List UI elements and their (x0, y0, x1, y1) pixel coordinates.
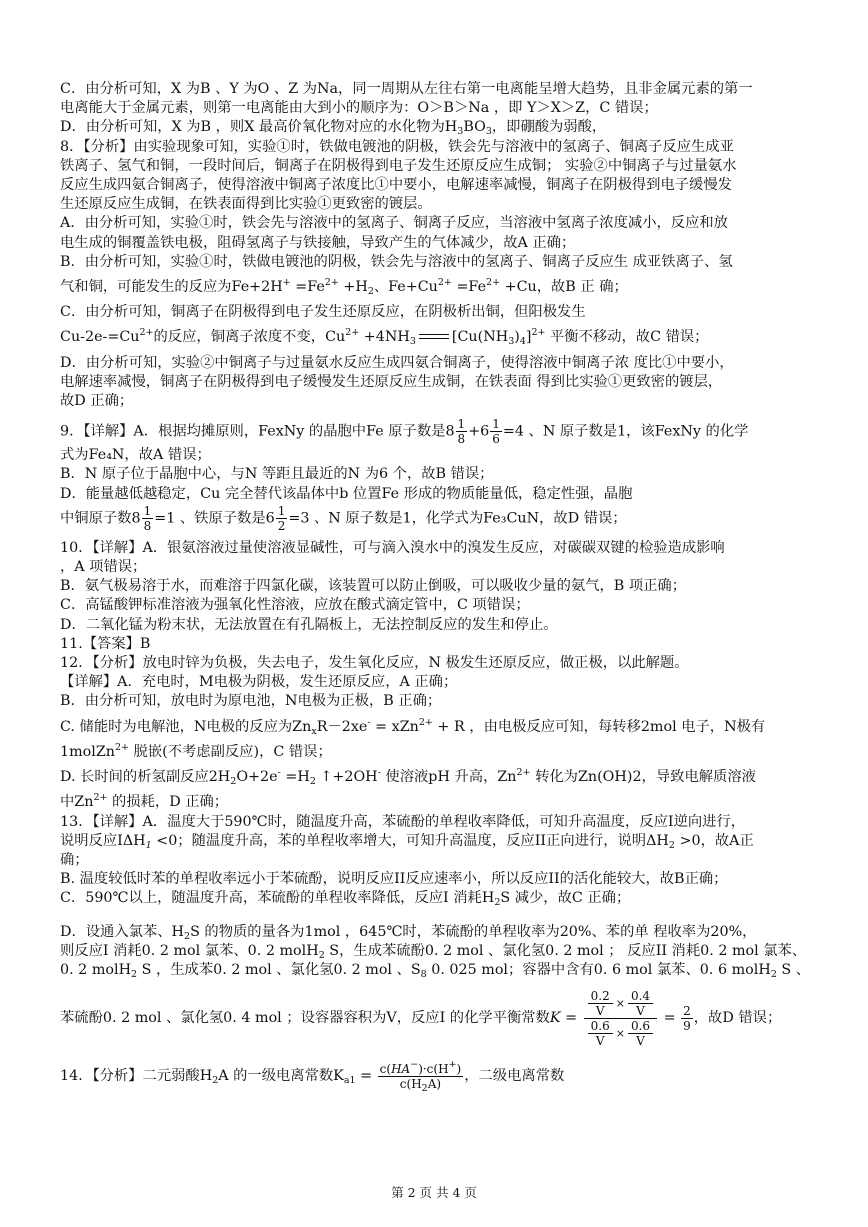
text-line: D．设通入氯苯、$H_2S$ 的物质的量各为1mol ，645℃时，苯硫酚的单程收率为20%、苯的单 程收率为20%， (60, 923, 757, 942)
text-line: B．氨气极易溶于水，而难溶于四氯化碳，该装置可以防止倒吸，可以吸收少量的氨气，B 项正确； (60, 578, 687, 595)
equation-line: 苯硫酚0. 2 mol 、氯化氢0. 4 mol ；设容器容积为V，反应I 的化学平衡常数K = $\frac{0.2}{V}$ × $\frac{0.4}{V}$ $\frac{0.6}{V}$ × $\frac{0.6}{V}$ = $\frac{2}{9}$ ，故D 错误； (60, 988, 782, 1048)
text-line: B．由分析可知，放电时为原电池，N电极为正极，B 正确； (60, 693, 442, 710)
text-line: D．由分析可知，实验②中铜离子与过量氨水反应生成四氨合铜离子，使得溶液中铜离子浓 度比①中要小， (60, 354, 734, 371)
ionization-constant-fraction: $\frac{c(HA^-)\cdot c(H^+)}{c(H_2A)}$ (379, 1058, 462, 1094)
text-line: 故D 正确； (60, 393, 134, 410)
equation-line: D. 长时间的析氢副反应$2H_2O+2e^- =H_2$ ↑+2OH- 使溶液pH 升高，$Zn^{2+}$ 转化为Zn(OH)2，导致电解质溶液 (60, 767, 756, 788)
equilibrium-arrow-icon (419, 333, 449, 341)
text-line: D．能量越低越稳定，Cu 完全替代该晶体中b 位置Fe 形成的物质能量低，稳定性强，晶胞 (60, 485, 633, 502)
fraction: $\frac{1}{8}$ (143, 503, 152, 533)
text-line: 确； (60, 851, 89, 868)
text-line: 生还原反应生成铜，在铁表面得到比实验①更致密的镀层。 (60, 196, 432, 213)
page-footer: 第 2 页 共 4 页 (391, 1185, 477, 1200)
equation-line: C. 储能时为电解池，N电极的反应为$Zn_xR-2xe^- = xZn^{2+} + R$ ，由电极反应可知，每转移2mol 电子，N极有 (60, 716, 766, 737)
text-line: A．由分析可知，实验①时，铁会先与溶液中的氢离子、铜离子反应，当溶液中氢离子浓度减小，反应和放 (60, 215, 728, 232)
text-line: C．590℃以上，随温度升高，苯硫酚的单程收率降低，反应I 消耗$H_2S$ 减少，故C 正确； (60, 890, 631, 909)
text-line: C．由分析可知，X 为B 、Y 为O 、Z 为Na，同一周期从左往右第一电离能呈增大趋势，且非金属元素的第一 (60, 81, 753, 97)
text-line: 1molZn$^{2+}$ 脱嵌(不考虑副反应)，C 错误； (60, 741, 332, 760)
fraction: $\frac{1}{8}$ (457, 417, 466, 447)
text-line: C．由分析可知，铜离子在阴极得到电子发生还原反应，在阴极析出铜，但阳极发生 (60, 304, 586, 321)
equation-line: 气和铜，可能发生的反应为$Fe+2H^+ =Fe^{2+} +H_2$、$Fe+Cu^{2+} =Fe^{2+} +Cu$，故B 正 确； (60, 277, 628, 298)
document-body (60, 80, 812, 1096)
text-line: 铁离子、氢气和铜，一段时间后，铜离子在阴极得到电子发生还原反应生成铜； 实验②中铜离子与过量氨水 (60, 157, 737, 174)
text-line: 则反应I 消耗0. 2 mol 氯苯、0. 2 molH$_2$ S，生成苯硫酚0. 2 mol 、氯化氢0. 2 mol ； 反应II 消耗0. 2 mol 氯苯、 (60, 942, 807, 961)
text-line: 【详解】A．充电时，M电极为阴极，发生还原反应，A 正确； (60, 674, 458, 691)
text-line: 电生成的铜覆盖铁电极，阻碍氢离子与铁接触，导致产生的气体减少，故A 正确； (60, 234, 576, 251)
question-8: 8．【分析】由实验现象可知，实验①时，铁做电镀池的阴极，铁会先与溶液中的氢离子、铜离子反应生成亚 (60, 138, 734, 155)
text-line: ，A 项错误； (60, 559, 147, 576)
text-line: C．高锰酸钾标准溶液为强氧化性溶液，应放在酸式滴定管中，C 项错误； (60, 597, 530, 614)
text-line: 电离能大于金属元素，则第一电离能由大到小的顺序为：O＞B＞Na ，即 Y＞X＞Z，C 错误； (60, 100, 658, 117)
text-line: 电解速率减慢，铜离子在阴极得到电子缓慢发生还原反应生成铜，在铁表面 得到比实验①更致密的镀层， (60, 373, 723, 390)
text-line: 反应生成四氨合铜离子，使得溶液中铜离子浓度比①中要小，电解速率减慢，铜离子在阴极得到电子缓慢发 (60, 177, 732, 194)
text-line: B．N 原子位于晶胞中心，与N 等距且最近的N 为6 个，故B 错误； (60, 466, 494, 483)
text-line: D．二氧化锰为粉末状，无法放置在有孔隔板上，无法控制反应的发生和停止。 (60, 616, 558, 633)
text-line: B. 温度较低时苯的单程收率远小于苯硫酚，说明反应II反应速率小，所以反应II的活化能较大，故B正确； (60, 871, 728, 888)
fraction: $\frac{1}{2}$ (277, 503, 286, 533)
text-line: 中$Zn^{2+}$ 的损耗，D 正确； (60, 792, 229, 811)
text-line: 说明反应$I\Delta H_1 <0$；随温度升高，苯的单程收率增大，可知升高温度，反应II正向进行，说明$\Delta H_2 >0$，故A正 (60, 832, 754, 851)
equilibrium-constant-fraction: $\frac{0.2}{V}$ × $\frac{0.4}{V}$ $\frac{0.6}{V}$ × $\frac{0.6}{V}$ (584, 989, 657, 1048)
text-line: 中铜原子数8 $\frac{1}{8}$ =1 、铁原子数是6 $\frac{1}{2}$ =3 、N 原子数是1，化学式为Fe₃CuN，故D 错误； (60, 503, 627, 533)
question-9: 9．【详解】A．根据均摊原则，FexNy 的晶胞中Fe 原子数是8 $\frac{1}{8}$ +6 $\frac{1}{6}$ =4 、N 原子数是1，该FexNy 的化学 (60, 417, 749, 447)
text-line: D．由分析可知，X 为B ，则X 最高价氧化物对应的水化物为$H_3BO_3$，即硼酸为弱酸， (60, 119, 607, 138)
equation-line: $Cu-2e-=Cu^{2+}$的反应，铜离子浓度不变，$Cu^{2+} +4NH_3$ $[Cu(NH_3)_4]^{2+}$ 平衡不移动，故C 错误； (60, 327, 709, 348)
text-line: B．由分析可知，实验①时，铁做电镀池的阴极，铁会先与溶液中的氢离子、铜离子反应生 成亚铁离子、氢 (60, 253, 733, 270)
question-10: 10．【详解】A．银氨溶液过量使溶液显碱性，可与滴入溴水中的溴发生反应，对碳碳双键的检验造成影响 (60, 539, 725, 556)
question-14: 14．【分析】二元弱酸$H_2A$ 的一级电离常数$K_{a1}$ = $\frac{c(HA^-)\cdot c(H^+)}{c(H_2A)}$ ，二级电离常数 (60, 1058, 565, 1094)
text-line: 0. 2 molH$_2$ S ，生成苯0. 2 mol 、氯化氢0. 2 mol 、$S_8$ 0. 025 mol；容器中含有0. 6 mol 氯苯、0. 6 molH$_2$ S 、 (60, 961, 811, 980)
question-11: 11.【答案】B (60, 635, 151, 652)
fraction: $\frac{1}{6}$ (492, 417, 500, 447)
text-line: 式为Fe₄N，故A 错误； (60, 447, 211, 464)
question-12: 12．【分析】放电时锌为负极，失去电子，发生氧化反应，N 极发生还原反应，做正极，以此解题。 (60, 655, 689, 672)
question-13: 13．【详解】A．温度大于590℃时，随温度升高，苯硫酚的单程收率降低，可知升高温度，反应I逆向进行， (60, 813, 746, 830)
fraction: $\frac{2}{9}$ (683, 1003, 691, 1033)
